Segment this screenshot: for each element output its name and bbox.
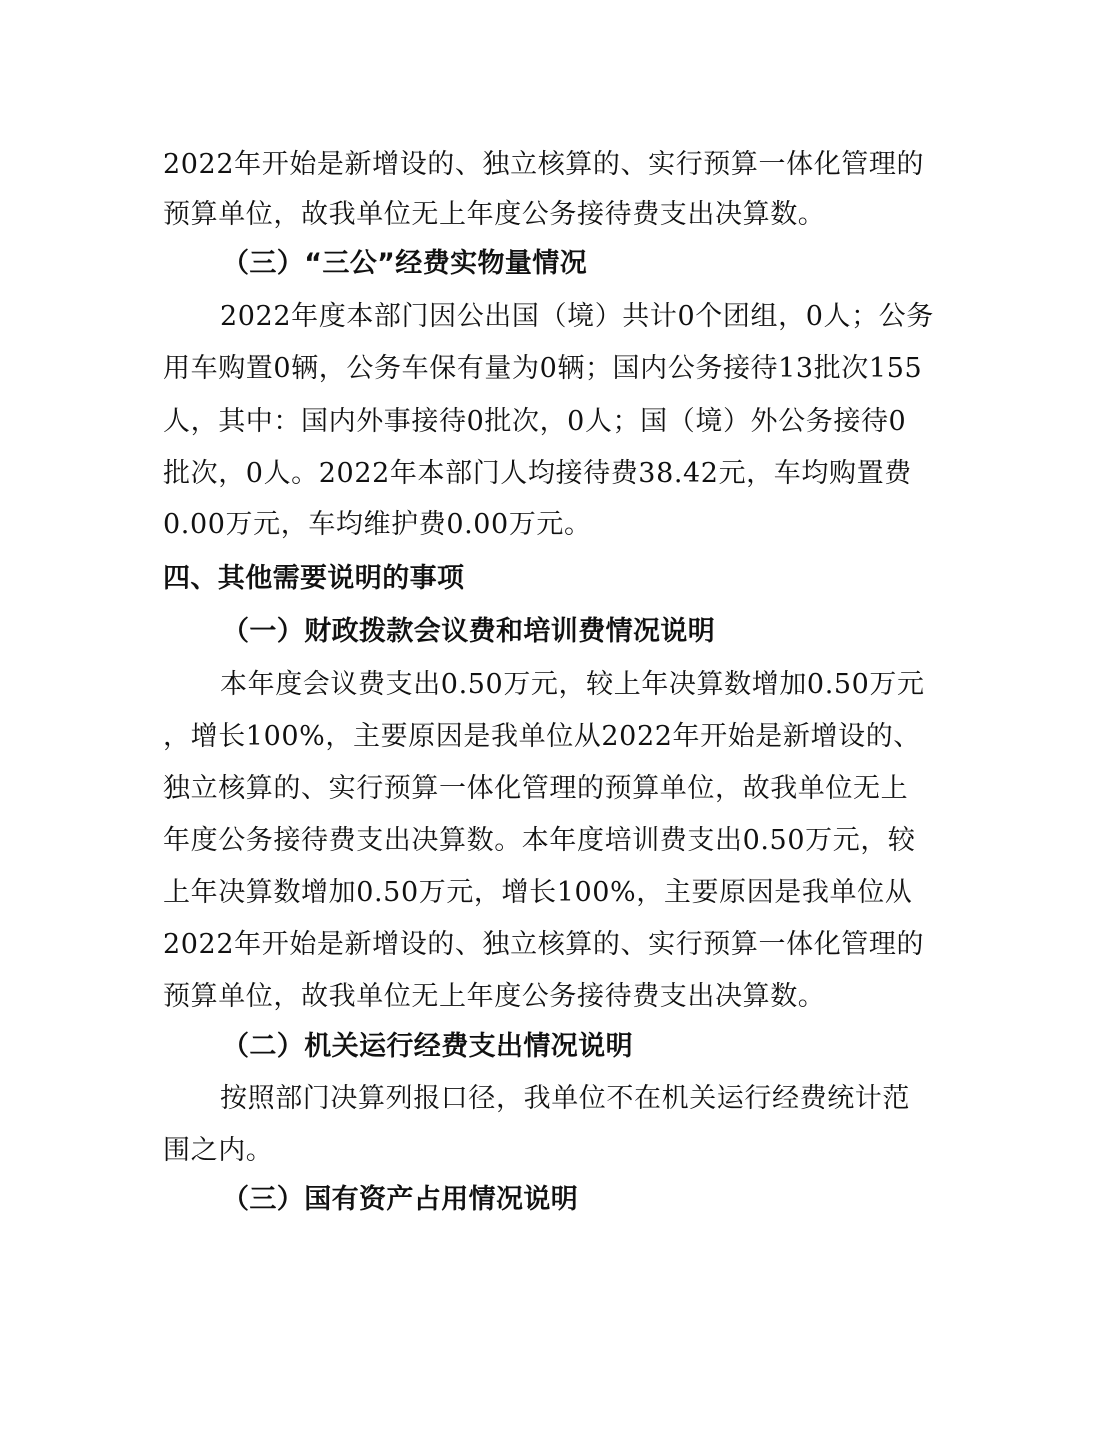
- section-heading: （二）机关运行经费支出情况说明: [222, 1031, 633, 1062]
- body-text-line: ，增长100%，主要原因是我单位从2022年开始是新增设的、: [163, 721, 921, 752]
- chapter-heading: 四、其他需要说明的事项: [163, 563, 465, 594]
- body-text-line: 围之内。: [163, 1135, 274, 1166]
- body-text-line: 批次，0人。2022年本部门人均接待费38.42元，车均购置费: [163, 458, 912, 489]
- body-text-line: 2022年开始是新增设的、独立核算的、实行预算一体化管理的: [163, 929, 925, 960]
- body-text-line: 2022年度本部门因公出国（境）共计0个团组，0人；公务: [220, 301, 934, 332]
- body-text-line: 0.00万元，车均维护费0.00万元。: [163, 509, 592, 540]
- body-text-line: 独立核算的、实行预算一体化管理的预算单位，故我单位无上: [163, 773, 909, 804]
- body-text-line: 用车购置0辆，公务车保有量为0辆；国内公务接待13批次155: [163, 353, 923, 384]
- section-heading: （三）国有资产占用情况说明: [222, 1184, 579, 1215]
- body-text-line: 上年决算数增加0.50万元，增长100%，主要原因是我单位从: [163, 877, 913, 908]
- body-text-line: 人，其中：国内外事接待0批次，0人；国（境）外公务接待0: [163, 406, 907, 437]
- body-text-line: 按照部门决算列报口径，我单位不在机关运行经费统计范: [220, 1083, 910, 1114]
- body-text-line: 预算单位，故我单位无上年度公务接待费支出决算数。: [163, 199, 826, 230]
- body-text-line: 本年度会议费支出0.50万元，较上年决算数增加0.50万元: [220, 669, 925, 700]
- section-heading: （三）“三公”经费实物量情况: [222, 248, 588, 279]
- body-text-line: 2022年开始是新增设的、独立核算的、实行预算一体化管理的: [163, 149, 925, 180]
- body-text-line: 年度公务接待费支出决算数。本年度培训费支出0.50万元，较: [163, 825, 916, 856]
- section-heading: （一）财政拨款会议费和培训费情况说明: [222, 616, 716, 647]
- body-text-line: 预算单位，故我单位无上年度公务接待费支出决算数。: [163, 981, 826, 1012]
